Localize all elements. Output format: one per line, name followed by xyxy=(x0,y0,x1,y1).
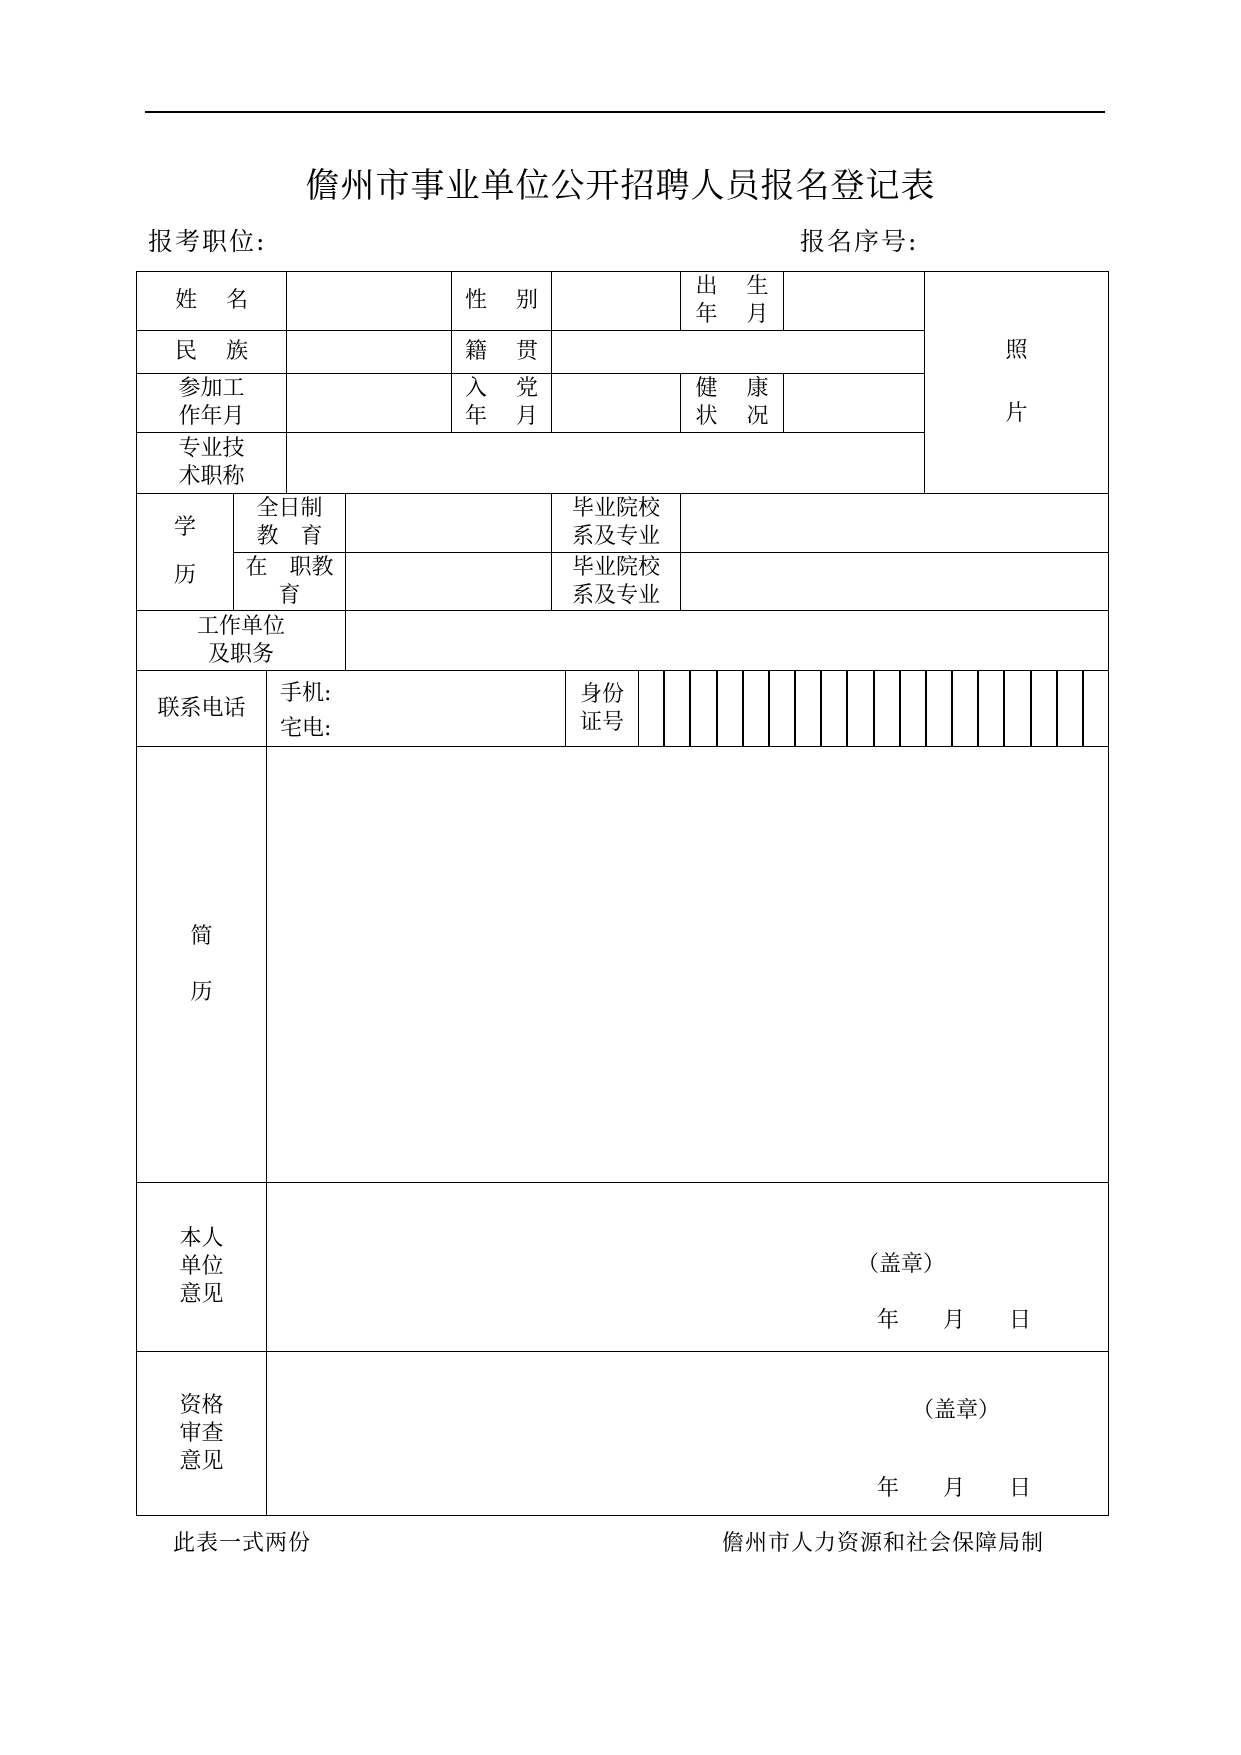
id-digit-box[interactable] xyxy=(718,671,744,746)
work-start-label: 参加工 作年月 xyxy=(136,373,287,433)
phone-field[interactable] xyxy=(266,670,566,747)
resume-label: 简 历 xyxy=(136,746,267,1183)
native-label: 籍 贯 xyxy=(451,330,552,374)
id-digit-box[interactable] xyxy=(744,671,770,746)
id-digit-box[interactable] xyxy=(1032,671,1058,746)
review-opinion-field[interactable] xyxy=(266,1351,1109,1516)
health-label: 健 康 状 况 xyxy=(680,373,784,433)
serial-label: 报名序号: xyxy=(800,227,919,256)
id-digit-box[interactable] xyxy=(901,671,927,746)
work-unit-field[interactable] xyxy=(345,610,1109,671)
native-field[interactable] xyxy=(551,330,925,374)
name-label: 姓 名 xyxy=(136,271,287,331)
id-digit-box[interactable] xyxy=(875,671,901,746)
id-digit-box[interactable] xyxy=(639,671,665,746)
party-label: 入 党 年 月 xyxy=(451,373,552,433)
photo-box[interactable]: 照 片 xyxy=(924,271,1109,494)
parttime-field[interactable] xyxy=(345,552,552,611)
id-digit-box[interactable] xyxy=(691,671,717,746)
work-unit-label: 工作单位 及职务 xyxy=(136,610,346,671)
id-digit-box[interactable] xyxy=(1084,671,1108,746)
birth-field[interactable] xyxy=(783,271,925,331)
birth-label: 出 生 年 月 xyxy=(680,271,784,331)
fulltime-school-label: 毕业院校 系及专业 xyxy=(551,493,681,553)
fulltime-school-field[interactable] xyxy=(680,493,1109,553)
id-label: 身份 证号 xyxy=(565,670,639,747)
page-title: 儋州市事业单位公开招聘人员报名登记表 xyxy=(305,166,936,206)
gender-field[interactable] xyxy=(551,271,681,331)
title-label: 专业技 术职称 xyxy=(136,432,287,494)
ethnicity-label: 民 族 xyxy=(136,330,287,374)
health-field[interactable] xyxy=(783,373,925,433)
id-digit-box[interactable] xyxy=(953,671,979,746)
work-start-field[interactable] xyxy=(286,373,452,433)
gender-label: 性 别 xyxy=(451,271,552,331)
title-field[interactable] xyxy=(286,432,925,494)
id-digit-box[interactable] xyxy=(927,671,953,746)
footer-issuer: 儋州市人力资源和社会保障局制 xyxy=(722,1531,1045,1556)
unit-opinion-label: 本人 单位 意见 xyxy=(136,1182,267,1352)
id-digit-box[interactable] xyxy=(1005,671,1031,746)
id-digit-box[interactable] xyxy=(979,671,1005,746)
unit-date-label: 年 月 日 xyxy=(877,1308,1032,1333)
fulltime-label: 全日制 教 育 xyxy=(233,493,346,553)
id-number-field[interactable] xyxy=(638,670,1109,747)
resume-field[interactable] xyxy=(266,746,1109,1183)
parttime-label: 在 职教 育 xyxy=(233,552,346,611)
top-rule xyxy=(145,111,1105,113)
parttime-school-field[interactable] xyxy=(680,552,1109,611)
fulltime-field[interactable] xyxy=(345,493,552,553)
unit-opinion-field[interactable] xyxy=(266,1182,1109,1352)
unit-seal-label: （盖章） xyxy=(857,1252,946,1277)
party-field[interactable] xyxy=(551,373,681,433)
id-digit-box[interactable] xyxy=(796,671,822,746)
home-phone-label: 宅电: xyxy=(280,716,332,741)
mobile-label: 手机: xyxy=(280,681,332,706)
parttime-school-label: 毕业院校 系及专业 xyxy=(551,552,681,611)
ethnicity-field[interactable] xyxy=(286,330,452,374)
id-digit-box[interactable] xyxy=(1058,671,1084,746)
id-digit-box[interactable] xyxy=(770,671,796,746)
phone-label: 联系电话 xyxy=(136,670,267,747)
footer-copies-note: 此表一式两份 xyxy=(173,1531,312,1556)
review-opinion-label: 资格 审查 意见 xyxy=(136,1351,267,1516)
name-field[interactable] xyxy=(286,271,452,331)
review-seal-label: （盖章） xyxy=(912,1398,1001,1423)
id-digit-box[interactable] xyxy=(822,671,848,746)
education-label: 学 历 xyxy=(136,493,234,611)
id-digit-box[interactable] xyxy=(848,671,874,746)
id-digit-box[interactable] xyxy=(665,671,691,746)
position-label: 报考职位: xyxy=(148,227,267,256)
review-date-label: 年 月 日 xyxy=(877,1476,1032,1501)
